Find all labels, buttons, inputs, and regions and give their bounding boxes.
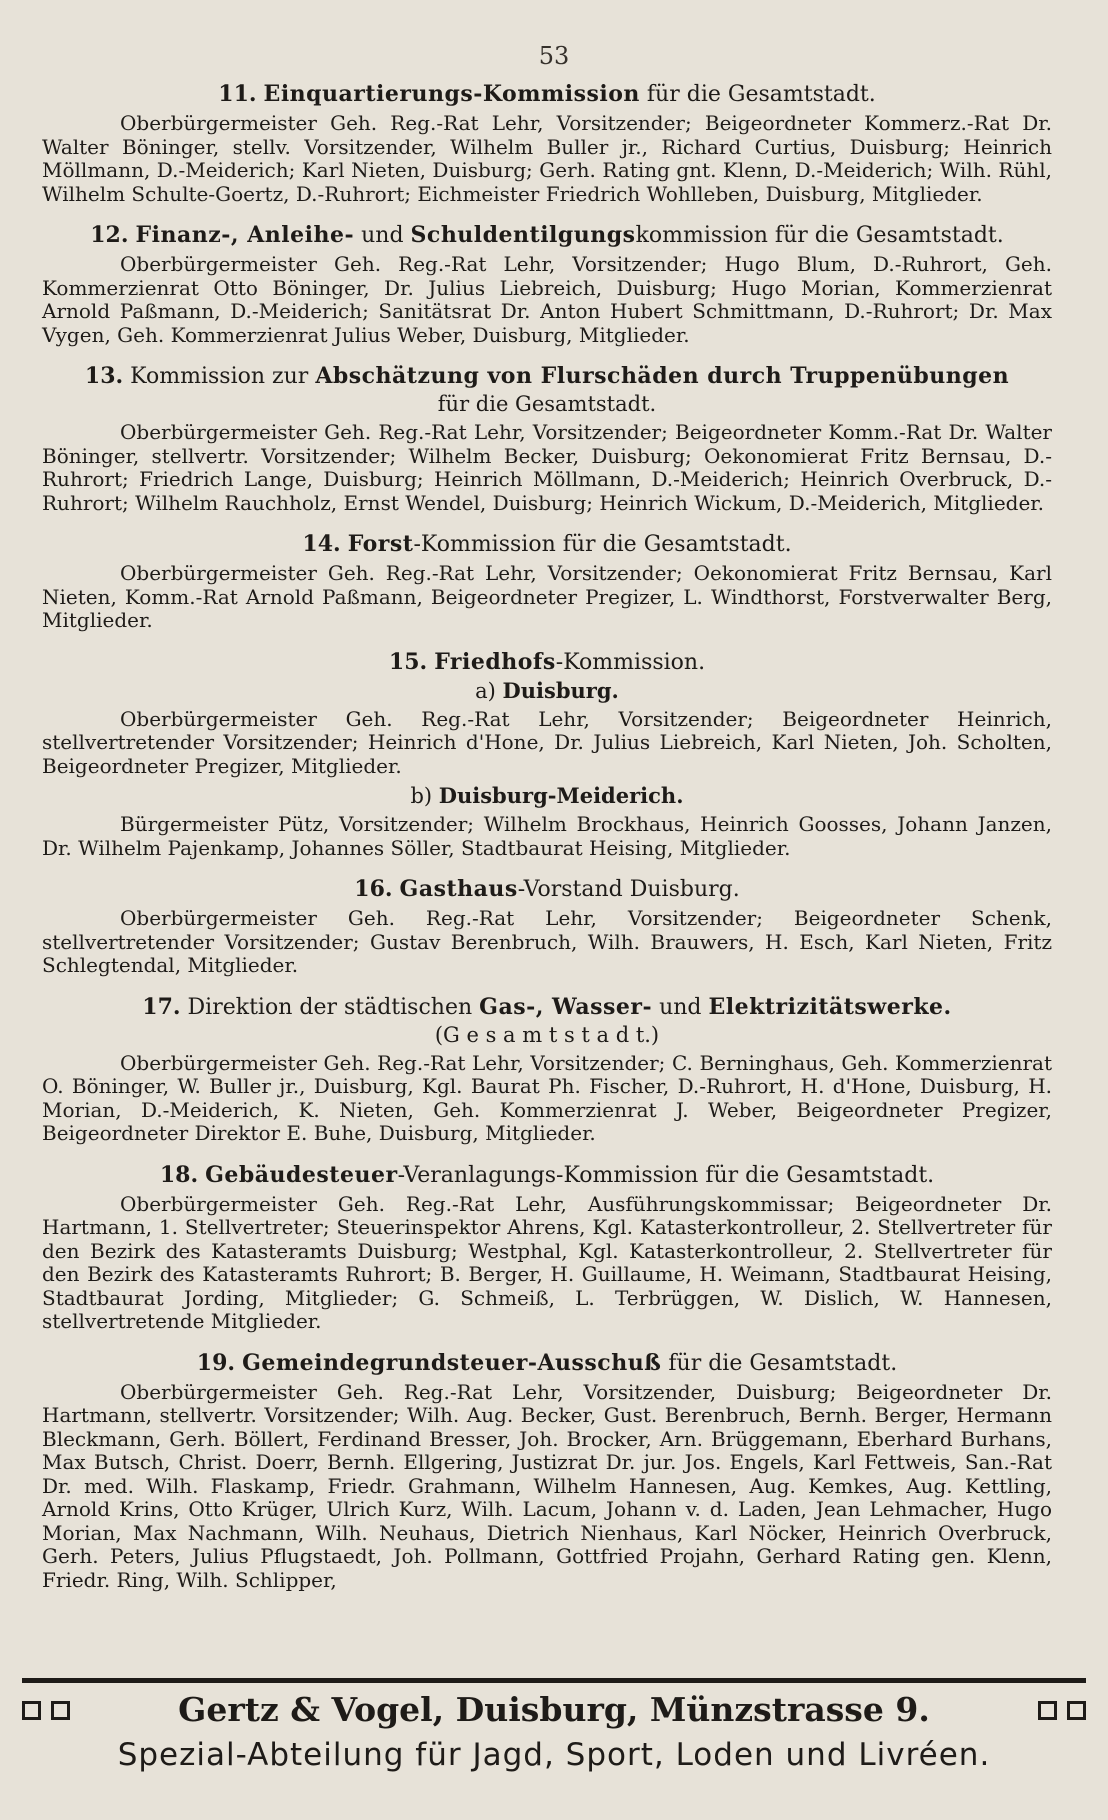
subsection-body: Bürgermeister Pütz, Vorsitzender; Wilhelm Brockhaus, Heinrich Goosses, Johann Janzen, Dr. Wilhelm Pajenkamp, Johannes Söller, Stadtbaurat Heising, Mitglieder. (42, 812, 1052, 860)
entry-heading: 11. Einquartierungs-Kommission für die Gesamtstadt. (218, 81, 876, 107)
ornament-squares-right (1038, 1701, 1086, 1720)
entry-11 (42, 80, 1052, 206)
entry-heading: 13. Kommission zur Abschätzung von Flurschäden durch Truppenübungen (84, 363, 1010, 389)
advertiser-name: Gertz & Vogel, Duisburg, Münzstrasse 9. (178, 1690, 930, 1729)
entry-heading: 17. Direktion der städtischen Gas-, Wasser- und Elektrizitätswerke. (142, 993, 952, 1020)
entry-heading: 18. Gebäudesteuer-Veranlagungs-Kommission für die Gesamtstadt. (159, 1161, 935, 1188)
entry-body: Oberbürgermeister Geh. Reg.-Rat Lehr, Vorsitzender; Beigeordneter Kommerz.-Rat Dr. Walter Böninger, stellv. Vorsitzender, Wilhelm Buller jr., Richard Curtius, Duisburg; Heinrich Möllmann, D.-Meiderich; Karl Nieten, Duisburg; Gerh. Rating gnt. Klenn, D.-Meiderich; Wilh. Rühl, Wilhelm Schulte-Goertz, D.-Ruhrort; Eichmeister Friedrich Wohlleben, Duisburg, Mitglieder. (42, 111, 1052, 206)
entry-12 (42, 221, 1052, 347)
divider (22, 1678, 1086, 1683)
entry-heading: 14. Forst-Kommission für die Gesamtstadt. (302, 531, 792, 557)
subsection-heading: a) Duisburg. (475, 677, 619, 703)
entry-body: Oberbürgermeister Geh. Reg.-Rat Lehr, Vorsitzender; Beigeordneter Komm.-Rat Dr. Walter Böninger, stellvertr. Vorsitzender; Wilhelm Becker, Duisburg; Oekonomierat Fritz Bernsau, D.-Ruhrort; Friedrich Lange, Duisburg; Heinrich Möllmann, D.-Meiderich; Heinrich Overbruck, D.-Ruhrort; Wilhelm Rauchholz, Ernst Wendel, Duisburg; Heinrich Wickum, D.-Meiderich, Mitglieder. (42, 420, 1052, 515)
entry-heading: 16. Gasthaus-Vorstand Duisburg. (354, 876, 740, 902)
advertisement-tagline: Spezial-Abteilung für Jagd, Sport, Loden und Livréen. (117, 1737, 991, 1773)
entry-heading: 15. Friedhofs-Kommission. (388, 648, 706, 675)
entry-17 (42, 993, 1052, 1146)
entry-16 (42, 875, 1052, 978)
entry-19 (42, 1349, 1052, 1593)
entry-body: Oberbürgermeister Geh. Reg.-Rat Lehr, Vorsitzender; Beigeordneter Schenk, stellvertretender Vorsitzender; Gustav Berenbruch, Wilh. Brauwers, H. Esch, Karl Nieten, Fritz Schlegtendal, Mitglieder. (42, 906, 1052, 977)
entry-subheading: (G e s a m t s t a d t.) (434, 1022, 660, 1047)
ornament-squares-left (22, 1701, 70, 1720)
entry-body: Oberbürgermeister Geh. Reg.-Rat Lehr, Vorsitzender; Hugo Blum, D.-Ruhrort, Geh. Kommerzienrat Otto Böninger, Dr. Julius Liebreich, Duisburg; Hugo Morian, Kommerzienrat Arnold Paßmann, D.-Meiderich; Sanitätsrat Dr. Anton Hubert Schmittmann, D.-Ruhrort; Dr. Max Vygen, Geh. Kommerzienrat Julius Weber, Duisburg, Mitglieder. (42, 252, 1052, 347)
subsection-heading: b) Duisburg-Meiderich. (410, 783, 684, 808)
entry-body: Oberbürgermeister Geh. Reg.-Rat Lehr, Vorsitzender; Oekonomierat Fritz Bernsau, Karl Nieten, Komm.-Rat Arnold Paßmann, Beigeordneter Pregizer, L. Windthorst, Forstverwalter Berg, Mitglieder. (42, 561, 1052, 632)
entry-heading: 19. Gemeindegrundsteuer-Ausschuß für die Gesamtstadt. (196, 1349, 898, 1376)
entry-body: Oberbürgermeister Geh. Reg.-Rat Lehr, Vorsitzender; C. Berninghaus, Geh. Kommerzienrat O. Böninger, W. Buller jr., Duisburg, Kgl. Baurat Ph. Fischer, D.-Ruhrort, H. d'Hone, Duisburg, H. Morian, D.-Meiderich, K. Nieten, Geh. Kommerzienrat J. Weber, Beigeordneter Pregizer, Beigeordneter Direktor E. Buhe, Duisburg, Mitglieder. (42, 1050, 1052, 1145)
entry-heading: 12. Finanz-, Anleihe- und Schuldentilgungskommission für die Gesamtstadt. (90, 222, 1004, 248)
entry-subheading: für die Gesamtstadt. (437, 392, 657, 416)
commission-list (42, 80, 1052, 1592)
entry-18 (42, 1161, 1052, 1334)
page-number: 53 (538, 42, 570, 70)
subsection-body: Oberbürgermeister Geh. Reg.-Rat Lehr, Vorsitzender; Beigeordneter Heinrich, stellvertretender Vorsitzender; Heinrich d'Hone, Dr. Julius Liebreich, Karl Nieten, Joh. Scholten, Beigeordneter Pregizer, Mitglieder. (42, 706, 1052, 778)
advertisement (22, 1678, 1086, 1777)
entry-15 (42, 648, 1052, 861)
entry-13 (42, 362, 1052, 515)
entry-14 (42, 530, 1052, 633)
entry-body: Oberbürgermeister Geh. Reg.-Rat Lehr, Vorsitzender, Duisburg; Beigeordneter Dr. Hartmann, stellvertr. Vorsitzender; Wilh. Aug. Becker, Gust. Berenbruch, Bernh. Berger, Hermann Bleckmann, Gerh. Böllert, Ferdinand Bresser, Joh. Brocker, Arn. Brüggemann, Eberhard Burhans, Max Butsch, Christ. Doerr, Bernh. Ellgering, Justizrat Dr. jur. Jos. Engels, Karl Fettweis, San.-Rat Dr. med. Wilh. Flaskamp, Friedr. Grahmann, Wilhelm Hannesen, Aug. Kemkes, Aug. Kettling, Arnold Krins, Otto Krüger, Ulrich Kurz, Wilh. Lacum, Johann v. d. Laden, Jean Lehmacher, Hugo Morian, Max Nachmann, Wilh. Neuhaus, Dietrich Nienhaus, Karl Nöcker, Heinrich Overbruck, Gerh. Peters, Julius Pflugstaedt, Joh. Pollmann, Gottfried Projahn, Gerhard Rating gen. Klenn, Friedr. Ring, Wilh. Schlipper, (42, 1379, 1052, 1592)
entry-body: Oberbürgermeister Geh. Reg.-Rat Lehr, Ausführungskommissar; Beigeordneter Dr. Hartmann, 1. Stellvertreter; Steuerinspektor Ahrens, Kgl. Katasterkontrolleur, 2. Stellvertreter für den Bezirk des Katasteramts Duisburg; Westphal, Kgl. Katasterkontrolleur, 2. Stellvertreter für den Bezirk des Katasteramts Ruhrort; B. Berger, H. Guillaume, H. Weimann, Stadtbaurat Heising, Stadtbaurat Jording, Mitglieder; G. Schmeiß, L. Terbrüggen, W. Dislich, W. Hannesen, stellvertretende Mitglieder. (42, 1191, 1052, 1333)
